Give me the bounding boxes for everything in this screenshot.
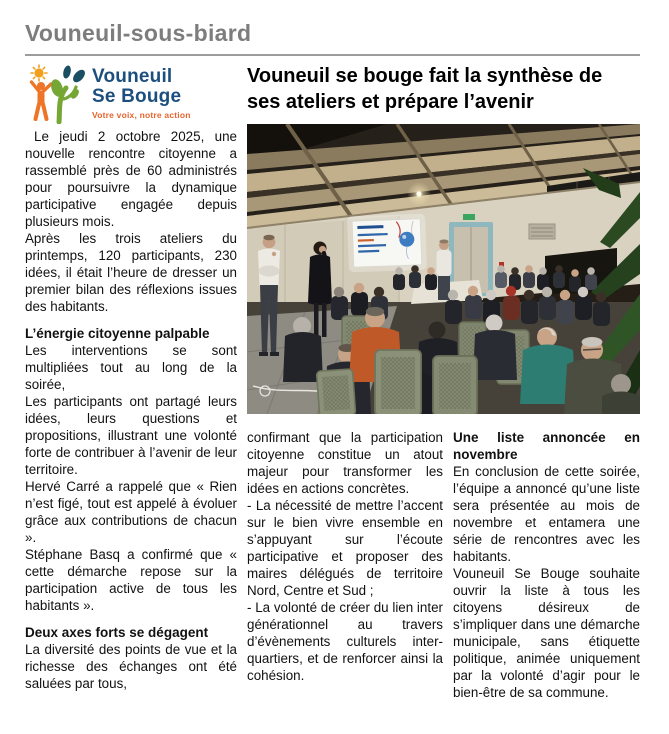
- paragraph: Stéphane Basq a confirmé que « cette démarche repose sur la participation active de tous les habitants ».: [25, 547, 237, 613]
- paragraph: Après les trois ateliers du printemps, 120 participants, 230 idées, il était l’heure de dresser un premier bilan des réflexions issues des habitants.: [25, 231, 237, 314]
- subheading: L’énergie citoyenne palpable: [25, 326, 210, 341]
- paragraph: - La volonté de créer du lien inter générationnel au travers d’évènements culturels inter-quartiers, et de renforcer ainsi la cohésion.: [247, 600, 443, 683]
- paragraph: En conclusion de cette soirée, l’équipe a annoncé qu’une liste sera présentée au mois de novembre et entamera une série de rencontres avec les habitants.: [453, 464, 640, 564]
- sun-icon: [31, 65, 47, 81]
- logo-name-line1: Vouneuil: [92, 65, 173, 87]
- projection-screen: [347, 214, 427, 273]
- paragraph: Hervé Carré a rappelé que « Rien n’est figé, tout est appelé à évoluer grâce aux contributions de chacun ».: [25, 479, 237, 545]
- article-body: [25, 62, 640, 701]
- paragraph: La diversité des points de vue et la richesse des échanges ont été saluées par tous,: [25, 642, 237, 691]
- logo-text: [92, 67, 191, 120]
- section-header: [25, 20, 640, 56]
- logo-mark-icon: [25, 62, 89, 124]
- lower-text-columns: [247, 429, 640, 701]
- paragraph: Les interventions se sont multipliées tout au long de la soirée,: [25, 343, 237, 392]
- article-headline: Vouneuil se bouge fait la synthèse de ses ateliers et prépare l’avenir: [247, 65, 603, 113]
- vouneuil-se-bouge-logo: [25, 62, 237, 124]
- middle-column: [247, 429, 443, 701]
- logo-name-line2: Se Bouge: [92, 85, 182, 107]
- left-column: [25, 62, 237, 701]
- person-icon: [32, 82, 52, 119]
- paragraph: - La nécessité de mettre l’accent sur le bien vivre ensemble en s’appuyant sur l’écoute participative et proposer des maires délégués de territoire Nord, Centre et Sud ;: [247, 498, 443, 598]
- exit-sign: [463, 214, 475, 220]
- subheading: Deux axes forts se dégagent: [25, 625, 209, 640]
- paragraph: Les participants ont partagé leurs idées, leurs questions et propositions, illustrant une volonté forte de contribuer à l’avenir de leur territoire.: [25, 394, 237, 477]
- right-column: [453, 429, 640, 701]
- logo-tagline: Votre voix, notre action: [92, 109, 191, 120]
- subheading: Une liste annoncée en novembre: [453, 430, 640, 462]
- paragraph: Vouneuil Se Bouge souhaite ouvrir la liste à tous les citoyens désireux de s’impliquer dans une démarche municipale, sans étiquette politique, animée uniquement par la volonté d’agir pour le bien-être de sa commune.: [453, 566, 640, 700]
- paragraph: confirmant que la participation citoyenne constitue un atout majeur pour transformer les idées en actions concrètes.: [247, 430, 443, 496]
- leaf-icon: [62, 65, 87, 85]
- section-divider: [25, 54, 640, 56]
- paragraph: Le jeudi 2 octobre 2025, une nouvelle rencontre citoyenne a rassemblé près de 60 administrés pour poursuivre la dynamique participative engagée depuis plusieurs mois.: [25, 129, 237, 229]
- section-title: Vouneuil-sous-biard: [25, 20, 252, 46]
- tree-icon: [49, 78, 81, 122]
- main-column: [247, 62, 640, 701]
- meeting-photo: [247, 124, 640, 414]
